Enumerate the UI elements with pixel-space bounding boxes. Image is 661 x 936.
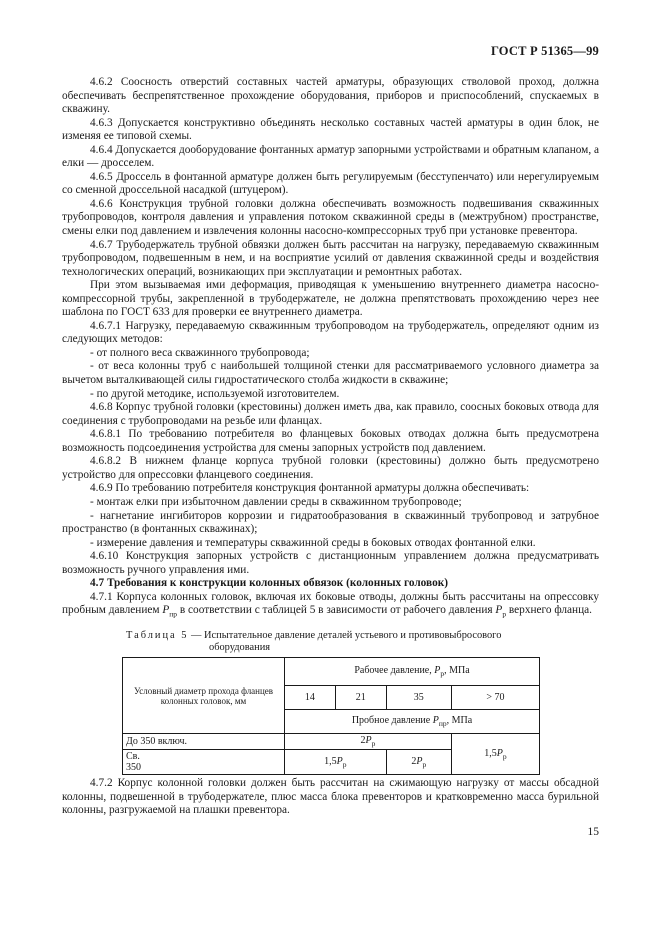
cell-value: 1,5 xyxy=(484,747,497,759)
paragraph-4-6-7: 4.6.7 Трубодержатель трубной обвязки должен быть рассчитан на нагрузку, передаваемую скважинным трубопроводом, подвешенным в нем, и на восприятие усилий от давления скважинной среды и воздействия технологических операций, возникающих при эксплуатации и ремонтных работах. xyxy=(62,238,599,278)
symbol-p: P xyxy=(434,665,441,676)
paragraph-4-6-8-1: 4.6.8.1 По требованию потребителя во фланцевых боковых отводах должна быть предусмотрена возможность подсоединения устройства для смены запорных устройств под давлением. xyxy=(62,428,599,454)
list-item: - от веса колонны труб с наибольшей толщиной стенки для рассматриваемого условного диаметра за вычетом выталкивающей силы гидростатического столба жидкости в скважине; xyxy=(62,360,599,387)
test-pressure-header xyxy=(285,710,540,734)
paragraph-4-7-1 xyxy=(62,591,599,621)
symbol-p: P xyxy=(416,755,423,767)
paragraph-4-6-7-1: 4.6.7.1 Нагрузку, передаваемую скважинным трубопроводом на трубодержатель, определяют одним из следующих методов: xyxy=(62,319,599,346)
list-item: - измерение давления и температуры скважинной среды в боковых отводах фонтанной елки. xyxy=(90,536,536,549)
working-pressure-header xyxy=(285,658,540,686)
list-item: - по другой методике, используемой изготовителем. xyxy=(90,387,340,400)
section-title-4-7: 4.7 Требования к конструкции колонных обвязок (колонных головок) xyxy=(90,577,448,590)
subscript: р xyxy=(422,759,427,769)
caption-text: оборудования xyxy=(209,642,271,654)
paragraph-4-6-2: 4.6.2 Соосность отверстий составных частей арматуры, образующих стволовой проход, должна обеспечивать беспрепятственное прохождение оборудования, приборов и приспособлений, спускаемых в скважину. xyxy=(62,76,599,116)
symbol-p: P xyxy=(432,715,439,726)
text-span: верхнего фланца. xyxy=(506,604,592,617)
cell-value: 2 xyxy=(411,755,417,767)
paragraph-4-6-5: 4.6.5 Дроссель в фонтанной арматуре должен быть регулируемым (бесступенчато) или нерегулируемым со сменной дроссельной насадкой (штуцером). xyxy=(62,170,599,197)
paragraph-deformation: При этом вызываемая ими деформация, приводящая к уменьшению внутреннего диаметра насосно-компрессорной трубы, закрепленной в трубодержателе, не должна препятствовать прохождению через нее шаблона по ГОСТ 633 для проверки ее внутреннего диаметра. xyxy=(62,279,599,319)
table-cell xyxy=(285,734,452,750)
table-caption xyxy=(126,630,566,655)
paragraph-4-7-2: 4.7.2 Корпус колонной головки должен быть рассчитан на сжимающую нагрузку от массы обсадной колонны, подвешенной в трубодержателе, плюс масса блока превенторов и кратковременно масса бурильной колонны, разгружаемой на плашки превентора. xyxy=(62,777,599,817)
table-cell: 14 xyxy=(285,686,336,710)
header-text: Пробное давление xyxy=(351,715,433,726)
main-text xyxy=(62,76,599,621)
text-span: 4.7.1 Корпуса колонных головок, включая их боковые отводы, должны быть рассчитаны на опрессовку пробным давлением xyxy=(62,590,599,617)
symbol-p: P xyxy=(162,604,170,617)
subscript: пр xyxy=(169,609,178,619)
paragraph-4-6-4: 4.6.4 Допускается дооборудование фонтанных арматур запорными устройствами и обратным клапаном, а елки — дросселем. xyxy=(62,143,599,170)
subscript: пр xyxy=(438,719,447,728)
list-item: - от полного веса скважинного трубопровода; xyxy=(90,346,310,359)
table-cell: 35 xyxy=(386,686,451,710)
table-cell: > 70 xyxy=(451,686,539,710)
cell-value: 2 xyxy=(360,735,366,746)
caption-text: — Испытательное давление деталей устьевого и противовыбросового xyxy=(188,630,502,641)
symbol-p: P xyxy=(495,604,503,617)
table-cell xyxy=(386,750,451,775)
list-item: - нагнетание ингибиторов коррозии и гидратообразования в скважинный трубопровод и затрубное пространство (в фонтанных скважинах); xyxy=(62,509,599,536)
paragraph-4-6-9: 4.6.9 По требованию потребителя конструкция фонтанной арматуры должна обеспечивать: xyxy=(90,482,530,495)
standard-header: ГОСТ Р 51365—99 xyxy=(490,44,599,58)
table-cell xyxy=(285,750,387,775)
paragraph-4-6-8: 4.6.8 Корпус трубной головки (крестовины) должен иметь два, как правило, соосных боковых отвода для соединения с трубопроводами на резьбе или фланцах. xyxy=(62,401,599,427)
subscript: р xyxy=(440,669,445,678)
symbol-p: P xyxy=(336,755,343,767)
table-cell: 21 xyxy=(335,686,386,710)
table-cell xyxy=(451,734,539,775)
after-table-text xyxy=(62,777,599,818)
table-row-label xyxy=(123,750,285,775)
row-label-line: 350 xyxy=(126,762,141,773)
subscript: р xyxy=(502,751,507,761)
test-pressure-table xyxy=(122,657,540,775)
subscript: р xyxy=(371,739,376,748)
table-row-label: До 350 включ. xyxy=(123,734,285,750)
subscript: р xyxy=(502,609,507,619)
paragraph-4-6-10: 4.6.10 Конструкция запорных устройств с дистанционным управлением должна предусматривать возможность ручного управления ими. xyxy=(62,550,599,576)
cell-value: 1,5 xyxy=(324,755,337,767)
paragraph-4-6-3: 4.6.3 Допускается конструктивно объединять несколько составных частей арматуры в один блок, не изменяя ее типовой схемы. xyxy=(62,116,599,143)
list-item: - монтаж елки при избыточном давлении среды в скважинном трубопроводе; xyxy=(90,495,462,508)
row-label-line: Св. xyxy=(126,751,140,762)
symbol-p: P xyxy=(365,735,372,746)
subscript: р xyxy=(342,759,347,769)
paragraph-4-6-6: 4.6.6 Конструкция трубной головки должна обеспечивать возможность подвешивания скважинных трубопроводов, контроля давления и управления потоком скважинной среды в (межтрубном) пространстве, смены елки под давлением и извлечения колонны насосно-компрессорных труб при установке превентора. xyxy=(62,197,599,238)
table-col-header: Условный диаметр прохода фланцев колонных головок, мм xyxy=(123,658,285,734)
header-text: , МПа xyxy=(444,665,470,676)
header-text: , МПа xyxy=(446,715,473,726)
table-label: Таблица 5 xyxy=(126,630,189,641)
page-number: 15 xyxy=(587,826,599,838)
text-span: в соответствии с таблицей 5 в зависимости от рабочего давления xyxy=(177,604,496,617)
header-text: Рабочее давление, xyxy=(354,665,435,676)
paragraph-4-6-8-2: 4.6.8.2 В нижнем фланце корпуса трубной головки (крестовины) должно быть предусмотрено устройство для опрессовки фланцевого соединения. xyxy=(62,455,599,481)
symbol-p: P xyxy=(496,747,503,759)
